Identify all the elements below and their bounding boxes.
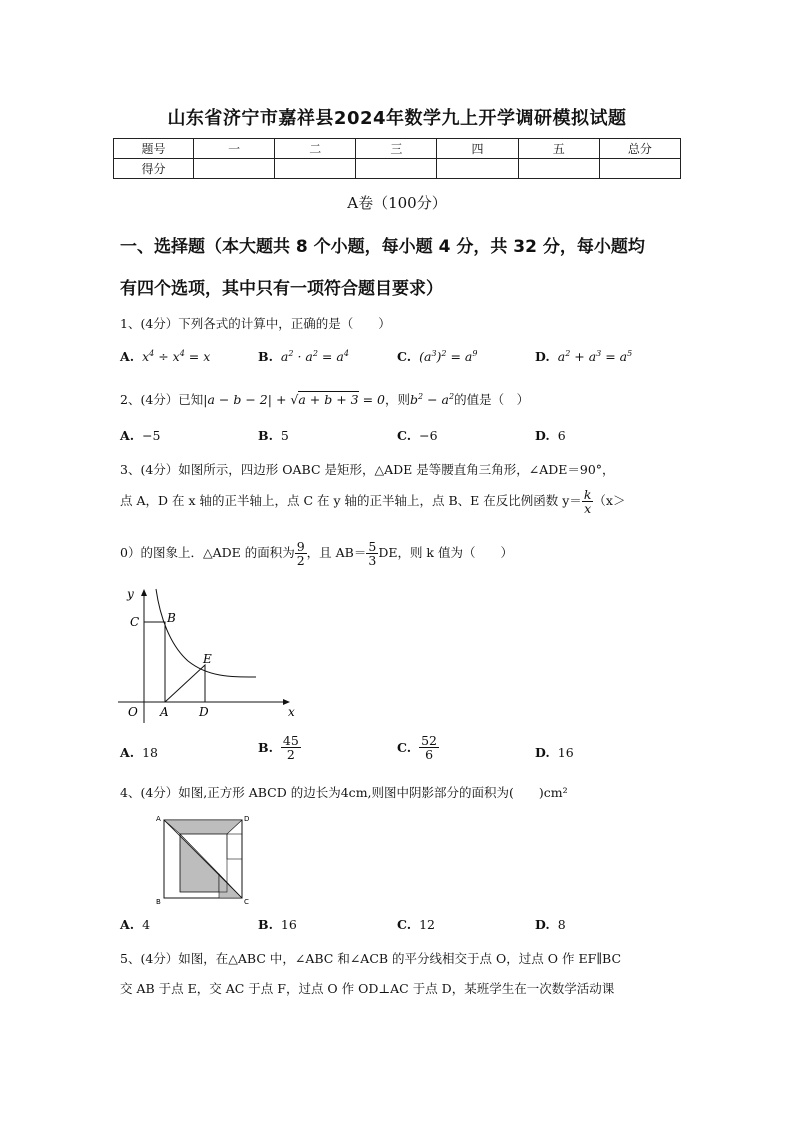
- score-cell[interactable]: [194, 159, 275, 179]
- score-cell[interactable]: [437, 159, 518, 179]
- q2-stem-suffix: ，则: [384, 392, 410, 407]
- option-label: A.: [120, 349, 135, 365]
- score-table-header-cell: 一: [194, 139, 275, 159]
- option-label: D.: [535, 428, 550, 443]
- fraction-area: $\frac{9}{2}$: [296, 539, 305, 569]
- label-e: E: [203, 652, 212, 666]
- formula: $a^2 + a^3 = a^5$: [557, 349, 633, 365]
- score-table-header-cell: 题号: [114, 139, 194, 159]
- q4-stem: 4、(4分）如图,正方形 ABCD 的边长为4cm,则图中阴影部分的面积为( )cm²: [120, 785, 568, 800]
- q2-option-a[interactable]: [120, 428, 161, 443]
- rectangle-oabc: [144, 622, 165, 702]
- part1-heading-line1: 一、选择题（本大题共 8 个小题，每小题 4 分，共 32 分，每小题均: [120, 237, 645, 257]
- q5-line1: 5、(4分）如图，在△ABC 中，∠ABC 和∠ACB 的平分线相交于点 O，过点 O 作 EF∥BC: [120, 951, 622, 966]
- q3-line3: [120, 540, 680, 567]
- q3-line2-suffix: （x＞: [593, 493, 626, 509]
- score-cell[interactable]: [275, 159, 356, 179]
- label-b: B: [156, 898, 161, 906]
- shaded-middle: [180, 834, 219, 892]
- option-label: D.: [535, 745, 550, 760]
- score-table-header-cell: 四: [437, 139, 518, 159]
- q3-line1: 3、(4分）如图所示，四边形 OABC 是矩形，△ADE 是等腰直角三角形，∠ADE＝90°，: [120, 462, 615, 477]
- page-title: 山东省济宁市嘉祥县2024年数学九上开学调研模拟试题: [167, 108, 627, 129]
- q3-option-b[interactable]: [258, 734, 301, 761]
- formula: $b^2 - a^2$: [410, 391, 455, 407]
- formula: |a − b − 2| + √a + b + 3 = 0: [203, 392, 385, 407]
- fraction-k-over-x: $\frac{k}{x}$: [583, 487, 592, 517]
- q2-option-d[interactable]: [535, 428, 566, 443]
- option-value: −5: [142, 428, 161, 443]
- option-value: 5: [280, 428, 289, 443]
- q2-stem-end: 的值是（ ）: [454, 392, 530, 407]
- option-value: 6: [557, 428, 566, 443]
- score-table-header-cell: 二: [275, 139, 356, 159]
- inner-rect-right: [227, 834, 242, 859]
- option-label: D.: [535, 917, 550, 932]
- q3-line3-prefix: 0）的图象上．△ADE 的面积为: [120, 545, 295, 561]
- formula: $x^4 \div x^4 = x$: [142, 349, 211, 365]
- q4-option-b[interactable]: [258, 917, 297, 932]
- score-table-header-cell: 三: [356, 139, 437, 159]
- option-label: A.: [120, 745, 135, 760]
- label-d: D: [199, 705, 209, 719]
- score-cell[interactable]: [518, 159, 599, 179]
- q2-stem-prefix: 2、(4分）已知: [120, 392, 204, 407]
- q3-line3-mid: ，且 AB＝: [306, 545, 367, 561]
- q3-line3-suffix: DE，则 k 值为（ ）: [378, 545, 513, 561]
- label-c: C: [244, 898, 249, 906]
- score-table-header-cell: 五: [518, 139, 599, 159]
- triangle-ade: [165, 665, 205, 702]
- label-o: O: [128, 705, 138, 719]
- option-value: 8: [557, 917, 566, 932]
- option-label: A.: [120, 428, 135, 443]
- score-table-score-row: [114, 159, 681, 179]
- score-table: [113, 138, 681, 179]
- q3-line2: [120, 488, 680, 515]
- option-label: D.: [535, 349, 550, 365]
- label-a: A: [156, 815, 161, 823]
- q4-figure: [152, 812, 252, 907]
- option-value: 12: [419, 917, 435, 932]
- label-x: x: [288, 705, 295, 719]
- label-y: y: [127, 587, 134, 601]
- option-value: 16: [557, 745, 574, 760]
- score-cell[interactable]: [599, 159, 680, 179]
- q3-option-a[interactable]: [120, 745, 158, 760]
- label-a: A: [160, 705, 169, 719]
- score-table-header-row: [114, 139, 681, 159]
- q2-option-b[interactable]: [258, 428, 289, 443]
- q1-option-a[interactable]: [120, 349, 210, 364]
- formula: $a^2 \cdot a^2 = a^4$: [280, 349, 349, 365]
- label-b: B: [167, 611, 176, 625]
- q2-option-c[interactable]: [397, 428, 438, 443]
- score-cell[interactable]: [356, 159, 437, 179]
- q5-line2: 交 AB 于点 E，交 AC 于点 F，过点 O 作 OD⊥AC 于点 D，某班学生在一次数学活动课: [120, 981, 615, 996]
- option-label: C.: [397, 349, 412, 365]
- option-label: B.: [258, 349, 273, 365]
- option-label: C.: [397, 428, 412, 443]
- option-label: A.: [120, 917, 135, 932]
- option-label: B.: [258, 740, 273, 756]
- part1-heading-line2: 有四个选项，其中只有一项符合题目要求）: [120, 279, 443, 299]
- q2-stem: [120, 390, 680, 408]
- option-label: C.: [397, 740, 412, 756]
- option-value: 4: [142, 917, 151, 932]
- section-a-title: A卷（100分）: [347, 194, 447, 212]
- formula: $(a^3)^2 = a^9$: [419, 349, 478, 365]
- q3-figure: [118, 585, 298, 725]
- option-value: 18: [142, 745, 158, 760]
- option-value: −6: [419, 428, 438, 443]
- option-label: B.: [258, 917, 273, 932]
- score-table-header-cell: 总分: [599, 139, 680, 159]
- q3-option-c[interactable]: [397, 734, 439, 761]
- q4-option-c[interactable]: [397, 917, 435, 932]
- option-fraction: $\frac{52}{6}$: [421, 733, 437, 763]
- q4-option-d[interactable]: [535, 917, 566, 932]
- fraction-ratio: $\frac{5}{3}$: [368, 539, 377, 569]
- q1-stem: 1、(4分）下列各式的计算中，正确的是（ ）: [120, 316, 391, 331]
- option-fraction: $\frac{45}{2}$: [282, 733, 299, 763]
- option-label: C.: [397, 917, 412, 932]
- y-axis-arrow-icon: [141, 589, 147, 596]
- q1-option-c[interactable]: [397, 349, 477, 364]
- option-value: 16: [280, 917, 297, 932]
- q1-option-d[interactable]: [535, 349, 632, 364]
- q3-option-d[interactable]: [535, 745, 574, 760]
- score-row-label: 得分: [114, 159, 194, 179]
- q3-line2-prefix: 点 A，D 在 x 轴的正半轴上，点 C 在 y 轴的正半轴上，点 B、E 在反比例函数 y＝: [120, 493, 582, 509]
- label-c: C: [130, 615, 140, 629]
- label-d: D: [244, 815, 250, 823]
- q1-option-b[interactable]: [258, 349, 349, 364]
- option-label: B.: [258, 428, 273, 443]
- q4-option-a[interactable]: [120, 917, 150, 932]
